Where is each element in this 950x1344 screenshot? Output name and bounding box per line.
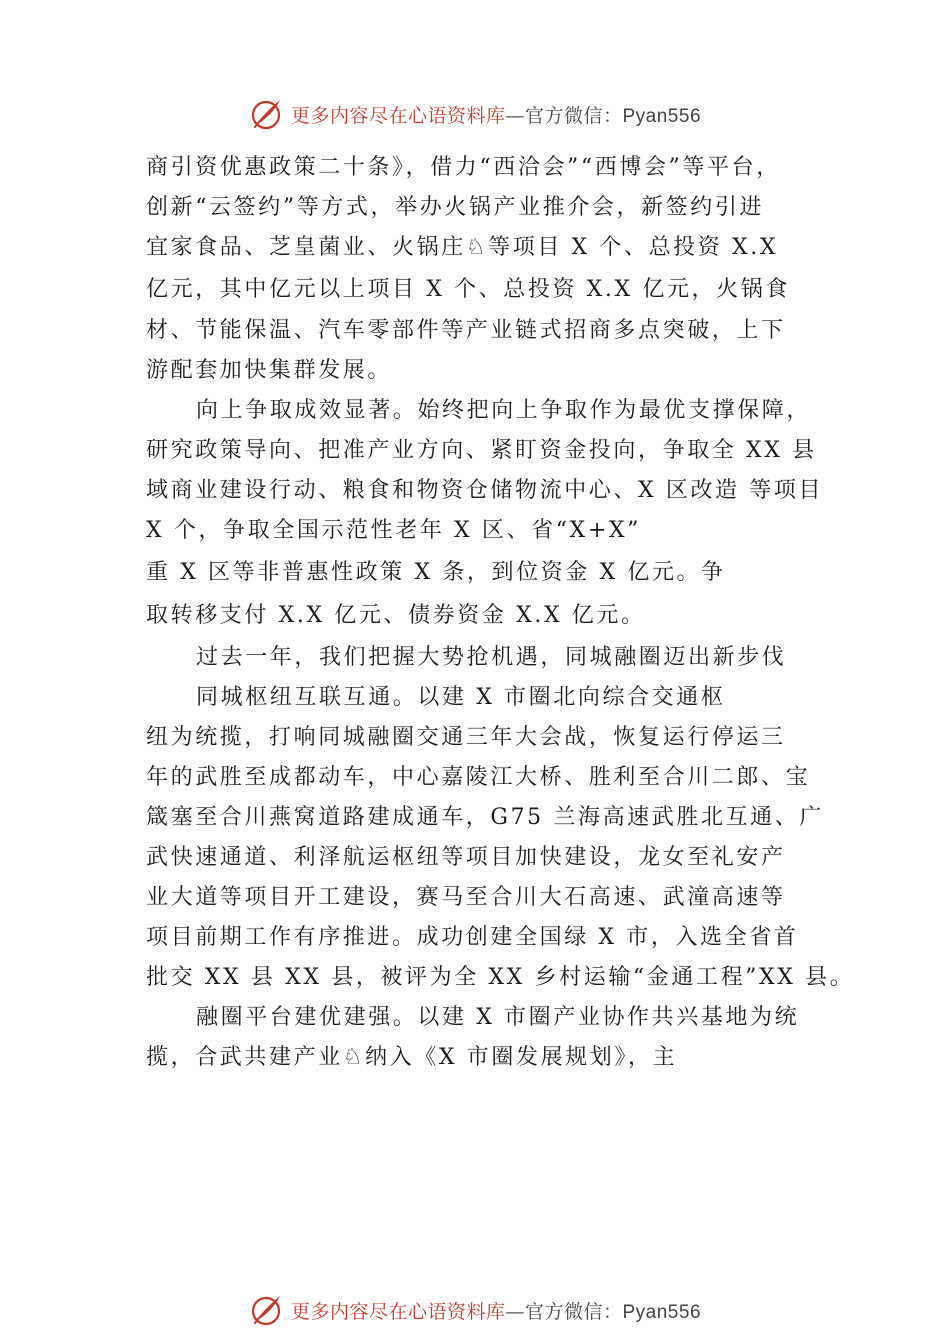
text-line: 武快速通道、利泽航运枢纽等项目加快建设，龙女至礼安产 [146,845,786,870]
watermark-wechat-id: Pyan556 [622,105,702,127]
text-line: X 个，争取全国示范性老年 X 区、省“X+X” [146,518,641,543]
paragraph-heading: 融圈平台建优建强。以建 X 市圈产业协作共兴基地为统 [196,1005,800,1030]
paragraph-heading: 向上争取成效显著。始终把向上争取作为最优支撑保障， [196,398,812,423]
watermark-text [291,1297,701,1324]
text-line: 业大道等项目开工建设，赛马至合川大石高速、武潼高速等 [146,885,786,910]
text-line: 重 X 区等非普惠性政策 X 条，到位资金 X 亿元。争 [146,560,726,585]
text-line: 游配套加快集群发展。 [146,358,393,383]
text-line: 揽，合武共建产业♘纳入《X 市圈发展规划》，主 [146,1045,678,1070]
watermark-dash: — [505,1300,525,1323]
watermark-dash: — [505,104,525,127]
quill-logo-icon [249,1292,285,1328]
text-line: 宜家食品、芝皇菌业、火锅庄♘等项目 X 个、总投资 X.X [146,235,779,260]
text-line: 商引资优惠政策二十条》，借力“西洽会”“西博会”等平台， [146,155,781,180]
watermark-header [0,94,950,134]
quill-logo-icon [249,96,285,132]
text-line: 箴塞至合川燕窝道路建成通车，G75 兰海高速武胜北互通、广 [146,805,824,830]
watermark-wechat-id: Pyan556 [622,1301,702,1323]
paragraph-heading: 过去一年，我们把握大势抢机遇，同城融圈迈出新步伐 [196,645,787,670]
watermark-brand: 更多内容尽在心语资料库 [290,1300,506,1323]
text-line: 亿元，其中亿元以上项目 X 个、总投资 X.X 亿元，火锅食 [146,277,790,302]
text-line: 批交 XX 县 XX 县，被评为全 XX 乡村运输“金通工程”XX 县。 [146,965,855,990]
text-line: 研究政策导向、把准产业方向、紧盯资金投向，争取全 XX 县 [146,438,817,463]
text-line: 取转移支付 X.X 亿元、债券资金 X.X 亿元。 [146,603,646,628]
text-line: 纽为统揽，打响同城融圈交通三年大会战，恢复运行停运三 [146,725,786,750]
text-line: 材、节能保温、汽车零部件等产业链式招商多点突破，上下 [146,318,786,343]
text-line: 年的武胜至成都动车，中心嘉陵江大桥、胜利至合川二郎、宝 [146,765,811,790]
watermark-wechat-label: 官方微信： [524,1300,623,1323]
text-line: 域商业建设行动、粮食和物资仓储物流中心、X 区改造 等项目 [146,478,824,503]
watermark-text [291,101,701,128]
text-line: 创新“云签约”等方式，举办火锅产业推介会，新签约引进 [146,195,765,220]
paragraph-heading: 同城枢纽互联互通。以建 X 市圈北向综合交通枢 [196,685,726,710]
text-line: 项目前期工作有序推进。成功创建全国绿 X 市，入选全省首 [146,925,799,950]
watermark-brand: 更多内容尽在心语资料库 [290,104,506,127]
watermark-wechat-label: 官方微信： [524,104,623,127]
watermark-footer [0,1290,950,1330]
